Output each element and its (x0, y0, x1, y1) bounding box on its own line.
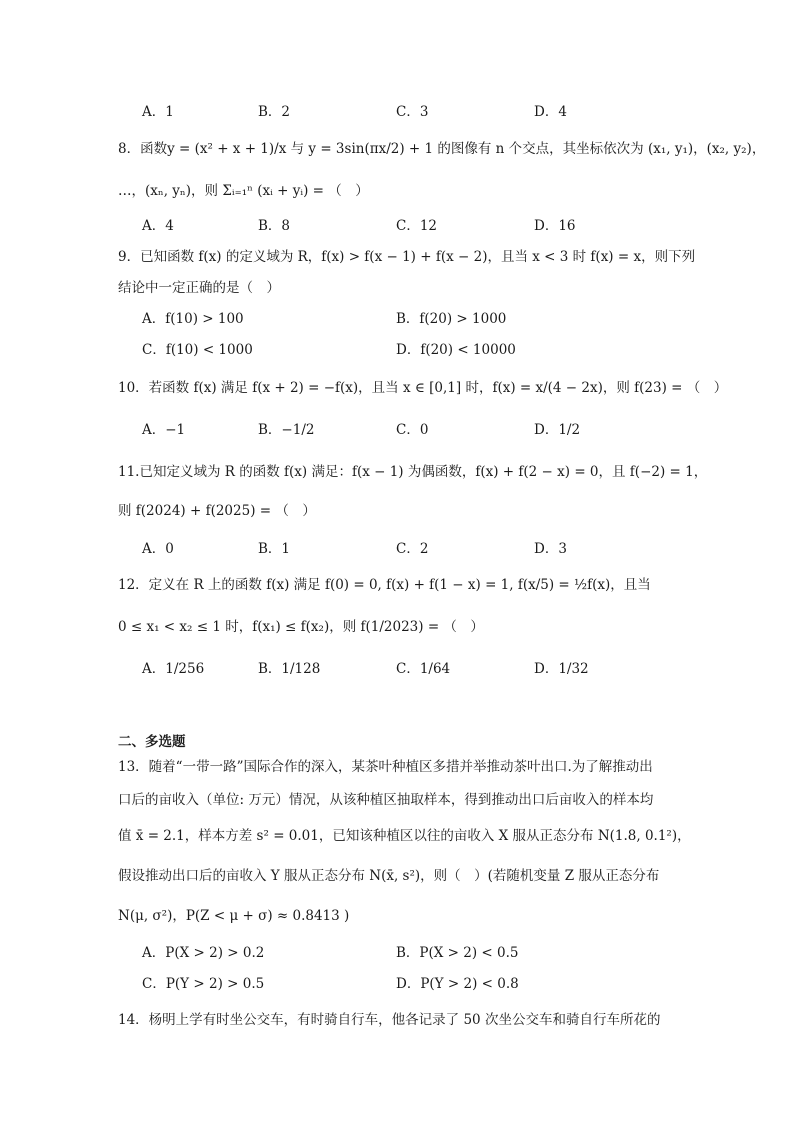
q8-stem-line2: …，(xₙ, yₙ)，则 Σᵢ₌₁ⁿ (xᵢ + yᵢ) = （ ） (118, 183, 369, 199)
q13-stem-line3: 值 x̄ = 2.1，样本方差 s² = 0.01，已知该种植区以往的亩收入 X 服从正态分布 N(1.8, 0.1²)， (118, 828, 691, 844)
q14-stem-line1: 14．杨明上学有时坐公交车，有时骑自行车，他各记录了 50 次坐公交车和骑自行车所花的 (118, 1012, 661, 1028)
q13-stem-line5: N(μ, σ²)，P(Z < μ + σ) ≈ 0.8413 ) (118, 908, 350, 924)
q7-option-a: A．1 (142, 104, 174, 120)
q8-stem-line1: 8．函数y = (x² + x + 1)/x 与 y = 3sin(πx/2) + 1 的图像有 n 个交点，其坐标依次为 (x₁, y₁)，(x₂, y₂)， (118, 141, 766, 157)
q9-stem-line2: 结论中一定正确的是（ ） (118, 280, 280, 296)
q10-option-a: A．−1 (142, 422, 186, 438)
q13-stem-line4: 假设推动出口后的亩收入 Y 服从正态分布 N(x̄, s²)，则（ ）(若随机变量 Z 服从正态分布 (118, 868, 660, 884)
q10-option-c: C．0 (396, 422, 429, 438)
q12-option-d: D．1/32 (534, 661, 589, 677)
q7-option-d: D．4 (534, 104, 567, 120)
q9-option-d: D．f(20) < 10000 (396, 342, 516, 358)
q10-option-d: D．1/2 (534, 422, 581, 438)
q8-option-a: A．4 (142, 218, 174, 234)
q11-stem-line2: 则 f(2024) + f(2025) = （ ） (118, 503, 316, 519)
q11-option-b: B．1 (258, 541, 291, 557)
q9-option-b: B．f(20) > 1000 (396, 311, 507, 327)
q11-stem-line1: 11.已知定义域为 R 的函数 f(x) 满足：f(x − 1) 为偶函数，f(x) + f(2 − x) = 0，且 f(−2) = 1， (118, 464, 708, 480)
q9-option-a: A．f(10) > 100 (142, 311, 244, 327)
q13-option-b: B．P(X > 2) < 0.5 (396, 945, 519, 961)
q7-option-b: B．2 (258, 104, 291, 120)
q12-option-b: B．1/128 (258, 661, 321, 677)
q8-option-d: D．16 (534, 218, 576, 234)
q11-option-d: D．3 (534, 541, 567, 557)
q10-option-b: B．−1/2 (258, 422, 315, 438)
q12-stem-line1: 12．定义在 R 上的函数 f(x) 满足 f(0) = 0, f(x) + f(1 − x) = 1, f(x/5) = ½f(x)，且当 (118, 577, 651, 593)
q13-stem-line1: 13．随着“一带一路”国际合作的深入，某茶叶种植区多措并举推动茶叶出口.为了解推动出 (118, 759, 653, 775)
q8-option-b: B．8 (258, 218, 291, 234)
q8-option-c: C．12 (396, 218, 438, 234)
q7-option-c: C．3 (396, 104, 429, 120)
q9-stem-line1: 9．已知函数 f(x) 的定义域为 R，f(x) > f(x − 1) + f(x − 2)，且当 x < 3 时 f(x) = x，则下列 (118, 249, 696, 265)
q11-option-a: A．0 (142, 541, 174, 557)
q13-stem-line2: 口后的亩收入（单位: 万元）情况，从该种植区抽取样本，得到推动出口后亩收入的样本均 (118, 792, 654, 808)
q12-option-a: A．1/256 (142, 661, 205, 677)
q12-option-c: C．1/64 (396, 661, 451, 677)
q9-option-c: C．f(10) < 1000 (142, 342, 253, 358)
q13-option-d: D．P(Y > 2) < 0.8 (396, 976, 519, 992)
q13-option-c: C．P(Y > 2) > 0.5 (142, 976, 265, 992)
q11-option-c: C．2 (396, 541, 429, 557)
q12-stem-line2: 0 ≤ x₁ < x₂ ≤ 1 时，f(x₁) ≤ f(x₂)，则 f(1/2023) = （ ） (118, 619, 484, 635)
q10-stem-line1: 10．若函数 f(x) 满足 f(x + 2) = −f(x)，且当 x ∈ [0,1] 时，f(x) = x/(4 − 2x)，则 f(23) = （ ） (118, 380, 728, 396)
q13-option-a: A．P(X > 2) > 0.2 (142, 945, 265, 961)
section-heading: 二、多选题 (118, 734, 186, 750)
